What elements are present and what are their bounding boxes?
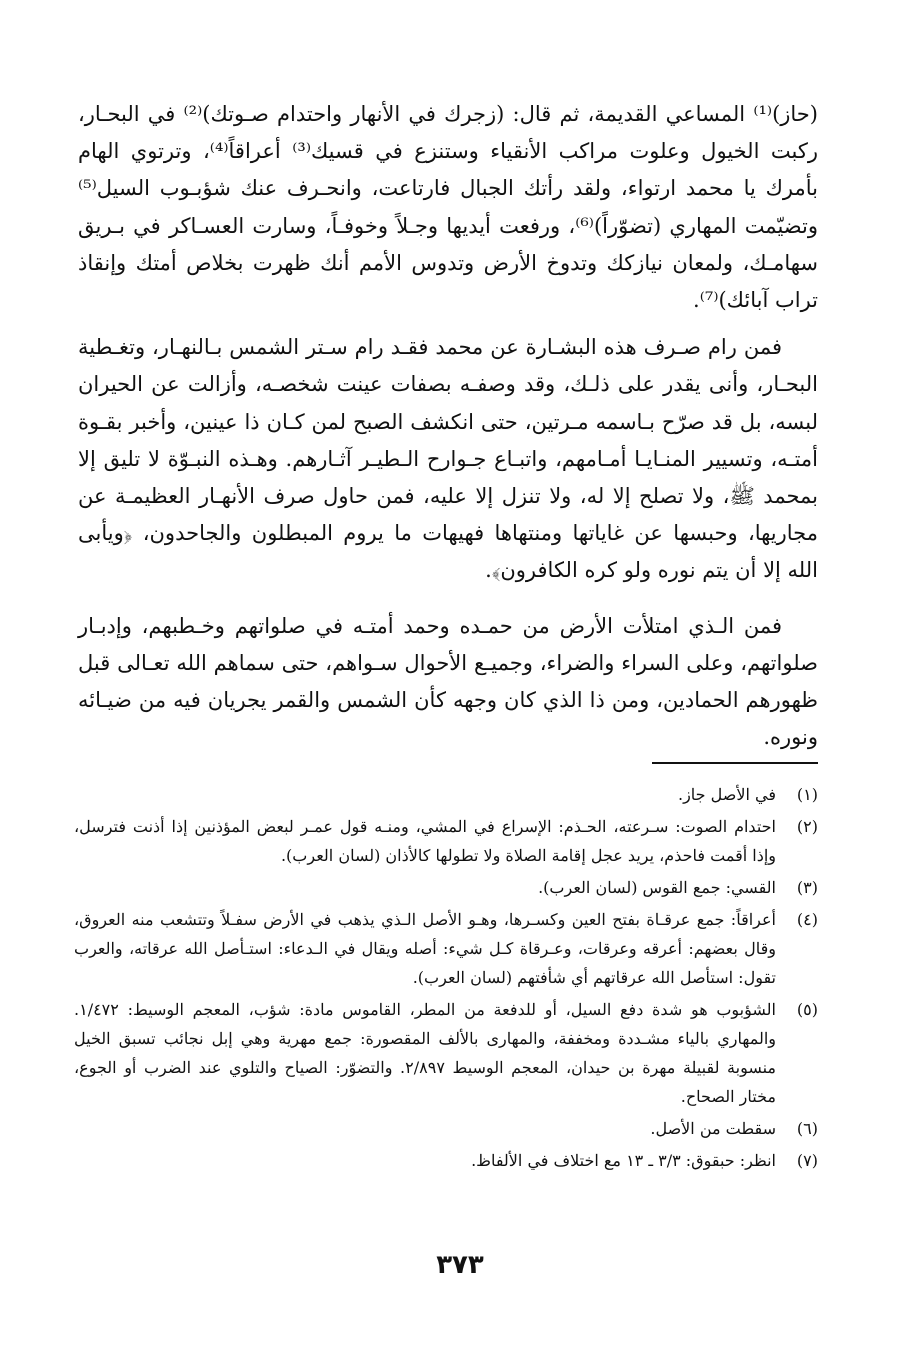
page-number: ٣٧٣ [436,1250,484,1280]
footnote-number: (٦) [796,1119,818,1138]
footnote-number: (١) [796,785,818,804]
footnote-text: سقطت من الأصل. [650,1119,776,1138]
footnote-number: (٣) [796,878,818,897]
footnote-7 [74,1146,818,1175]
footnote-number: (٥) [796,1000,818,1019]
footnote-number: (٢) [796,817,818,836]
footnote-text: احتدام الصوت: سـرعته، الحـذم: الإسراع في المشي، ومنـه قول عمـر لبعض المؤذنين إذا أذنت فترسل، وإذا أقمت فاحذم، يريد عجل إقامة الصلاة ولا تطولها كالأذان (لسان العرب). [74,817,776,865]
footnote-separator [652,762,818,764]
footnote-text: انظر: حبقوق: ٣/٣ ـ ١٣ مع اختلاف في الألفاظ. [471,1151,776,1170]
paragraph-1: (حاز)⁽¹⁾ المساعي القديمة، ثم قال: (زجرك في الأنهار واحتدام صـوتك)⁽²⁾ في البحـار، ركبت الخيول وعلوت مراكب الأنقياء وستنزع في قسيك⁽³⁾ أعراقاً⁽⁴⁾، وترتوي الهام بأمرك يا محمد ارتواء، ولقد رأتك الجبال فارتاعت، وانحـرف عنك شؤبـوب السيل⁽⁵⁾ وتضيّمت المهاري (تضوّراً)⁽⁶⁾، ورفعت أيديها وجـلاً وخوفـاً، وسارت العسـاكر في بـريق سهامـك، ولمعان نيازكك وتدوخ الأرض وتدوس الأمم أنك ظهرت بخلاص أمتك وإنقاذ تراب آبائك)⁽⁷⁾. [78,102,818,313]
footnote-text: الشؤبوب هو شدة دفع السيل، أو للدفعة من المطر، القاموس مادة: شؤب، المعجم الوسيط: ١/٤٧٢. والمهاري بالياء مشـددة ومخففة، والمهارى بالألف المقصورة: جمع مهرية وهي إبل نجائب تسبق الخيل منسوبة لقبيلة مهرة بن حيدان، المعجم الوسيط ٢/٨٩٧. والتضوّر: الصياح والتلوي عند الضرب أو الجوع، مختار الصحاح. [74,1000,777,1106]
footnote-6 [74,1114,818,1143]
footnote-text: في الأصل جاز. [677,785,776,804]
footnotes [74,780,818,1178]
footnote-4 [74,905,818,992]
footnote-text: القسي: جمع القوس (لسان العرب). [538,878,776,897]
footnote-text: أعراقاً: جمع عرقـاة بفتح العين وكسـرها، وهـو الأصل الـذي يذهب في الأرض سفـلاً وتتشعب منه العروق، وقال بعضهم: أعرقه وعرقات، وعـرقاة كـل شيء: أصله ويقال في الـدعاء: استـأصل الله عرقاته، والعرب تقول: استأصل الله عرقاتهم أي شأفتهم (لسان العرب). [74,910,776,987]
footnote-3 [74,873,818,902]
footnote-number: (٧) [796,1151,818,1170]
footnote-number: (٤) [796,910,818,929]
paragraph-2: فمن رام صـرف هذه البشـارة عن محمد فقـد رام سـتر الشمس بـالنهـار، وتغـطية البحـار، وأنى يقدر على ذلـك، وقد وصفـه بصفات عينت شخصـه، وأزالت عن الحيران لبسه، بل قد صرّح بـاسمه مـرتين، حتى انكشف الصبح لمن كـان ذا عينين، وأخبر بقـوة أمتـه، وتسيير المنـايـا أمـامهم، واتبـاع جـوارح الـطيـر آثـارهم. وهـذه النبـوّة لا تليق إلا بمحمد ﷺ، ولا تصلح إلا له، ولا تنزل إلا عليه، فمن حاول صرف الأنهـار العظيمـة عن مجاريها، وحبسها عن غاياتها ومنتهاها فهيهات ما يروم المبطلون والجاحدون، ﴿ويأبى الله إلا أن يتم نوره ولو كره الكافرون﴾. [78,335,818,583]
footnote-1 [74,780,818,809]
footnote-5 [74,995,818,1111]
paragraph-3: فمن الـذي امتلأت الأرض من حمـده وحمد أمتـه في صلواتهم وخـطبهم، وإدبـار صلواتهم، وعلى السراء والضراء، وجميـع الأحوال سـواهم، حتى سماهم الله تعـالى قبل ظهورهم الحمادين، ومن ذا الذي كان وجهه كأن الشمس والقمر يجريان فيه من ضيـائه ونوره. [78,613,818,750]
footnote-2 [74,812,818,870]
main-text [78,96,818,770]
